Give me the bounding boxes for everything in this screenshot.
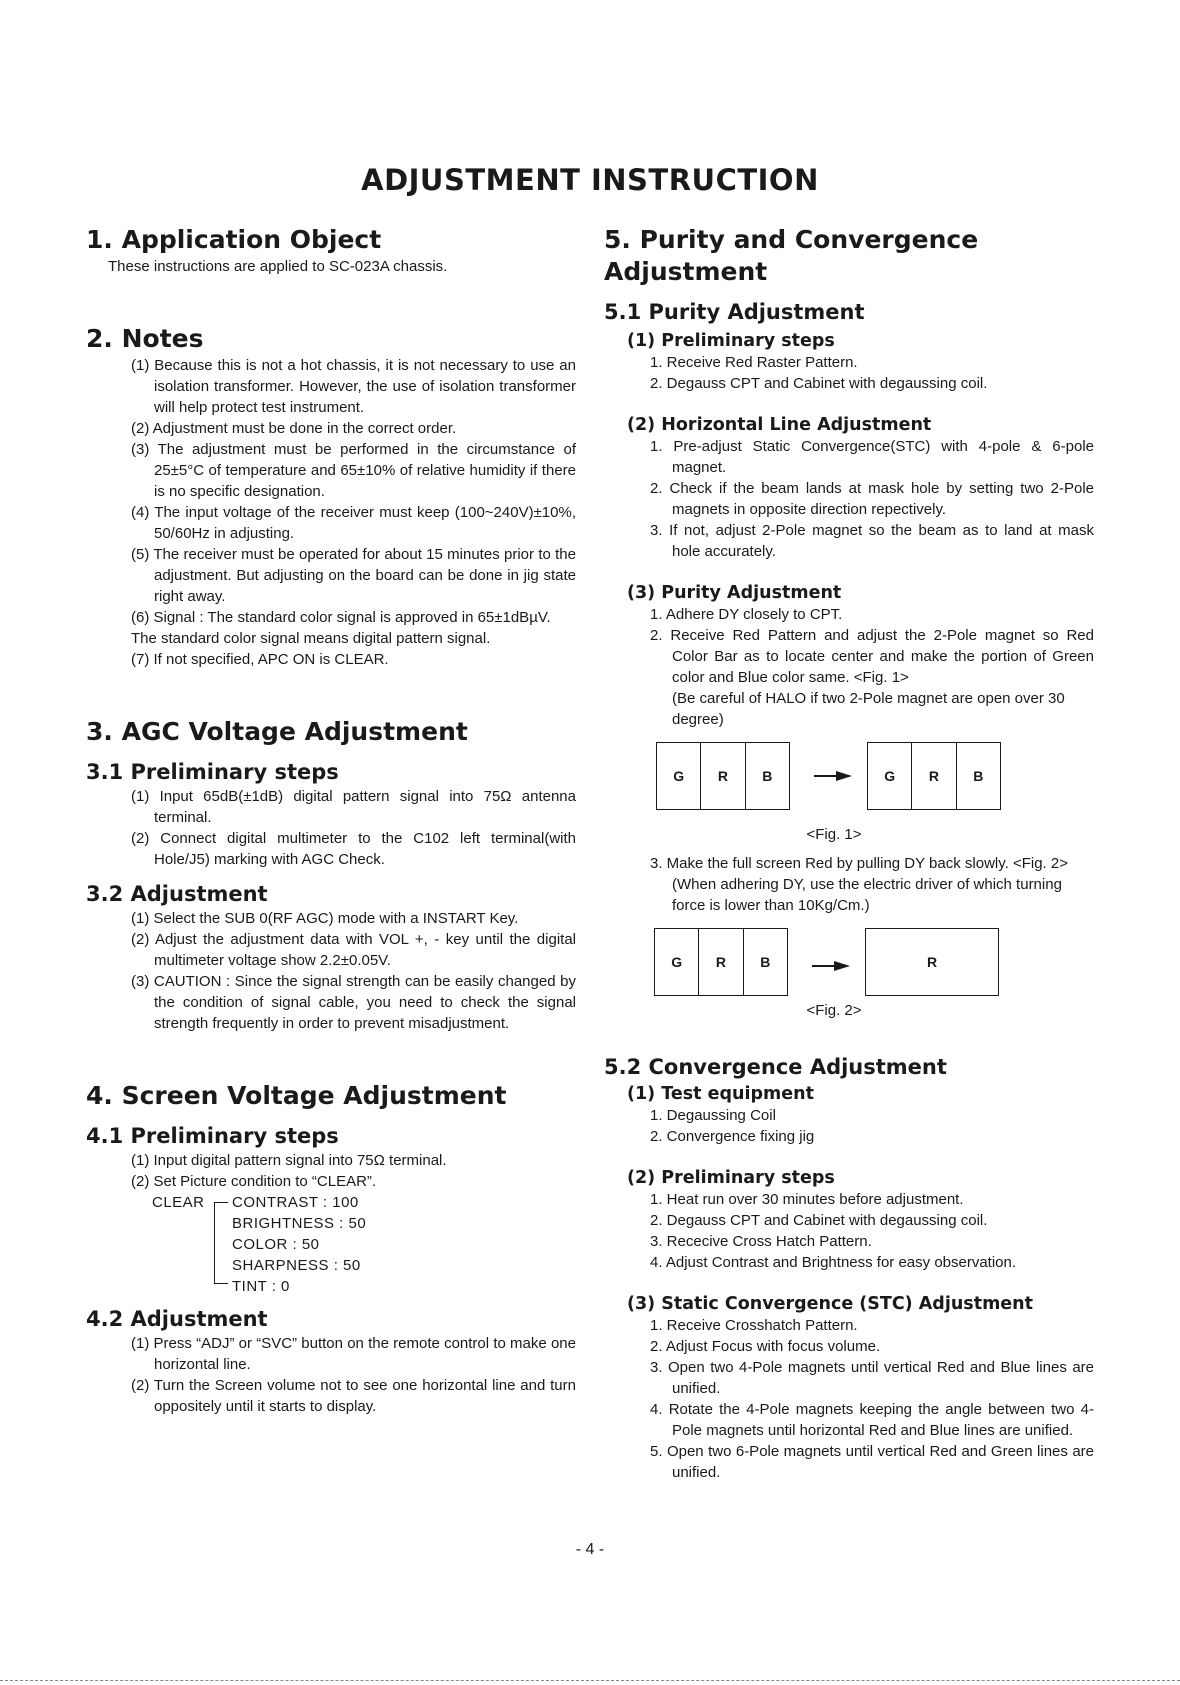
section-4-heading: 4. Screen Voltage Adjustment — [86, 1081, 507, 1110]
agc-prelim-item: (1) Input 65dB(±1dB) digital pattern signal into 75Ω antenna terminal. — [131, 788, 576, 826]
note-item: (6) Signal : The standard color signal is approved in 65±1dBµV. — [131, 609, 551, 626]
convergence-prelim-heading: (2) Preliminary steps — [627, 1168, 835, 1188]
stc-item: 1. Receive Crosshatch Pattern. — [650, 1317, 858, 1334]
fig1-before-box — [656, 742, 790, 810]
test-equipment-item: 2. Convergence fixing jig — [650, 1128, 815, 1145]
section-3-heading: 3. AGC Voltage Adjustment — [86, 717, 468, 746]
convergence-prelim-item: 1. Heat run over 30 minutes before adjustment. — [650, 1191, 964, 1208]
tree-leaf: SHARPNESS : 50 — [232, 1257, 361, 1274]
note-item: (4) The input voltage of the receiver must keep (100~240V)±10%, 50/60Hz in adjusting. — [131, 504, 576, 542]
stc-item: 3. Open two 4-Pole magnets until vertical Red and Blue lines are unified. — [650, 1359, 1094, 1397]
purity-prelim-item: 1. Receive Red Raster Pattern. — [650, 354, 858, 371]
purity-prelim-item: 2. Degauss CPT and Cabinet with degaussing coil. — [650, 375, 988, 392]
section-5-1-heading: 5.1 Purity Adjustment — [604, 300, 865, 324]
section-1-text: These instructions are applied to SC-023A chassis. — [108, 258, 448, 275]
section-5-2-heading: 5.2 Convergence Adjustment — [604, 1055, 947, 1079]
purity-adjust-item: 3. Make the full screen Red by pulling DY back slowly. <Fig. 2> — [650, 855, 1068, 872]
fig2-cell: R — [926, 954, 938, 970]
section-4-2-heading: 4.2 Adjustment — [86, 1307, 268, 1331]
fig1-cell: G — [884, 768, 896, 784]
fig2-cell: G — [671, 954, 683, 970]
section-2-heading: 2. Notes — [86, 324, 204, 353]
horizontal-line-item: 1. Pre-adjust Static Convergence(STC) with 4-pole & 6-pole magnet. — [650, 438, 1094, 476]
note-item: (3) The adjustment must be performed in the circumstance of 25±5°C of temperature and 65±10% of relative humidity if there is no specific designation. — [131, 441, 576, 500]
tree-leaf: CONTRAST : 100 — [232, 1194, 359, 1211]
note-item-continuation: The standard color signal means digital pattern signal. — [131, 630, 491, 647]
fig2-caption: <Fig. 2> — [806, 1002, 862, 1019]
page-number: - 4 - — [575, 1541, 605, 1558]
purity-adjust-item: 2. Receive Red Pattern and adjust the 2-Pole magnet so Red Color Bar as to locate center and make the portion of Green color and Blue color same. <Fig. 1> — [650, 627, 1094, 686]
arrow-right-icon — [814, 768, 852, 784]
convergence-prelim-item: 3. Rececive Cross Hatch Pattern. — [650, 1233, 872, 1250]
fig1-cell: B — [956, 743, 1000, 809]
page-title: ADJUSTMENT INSTRUCTION — [361, 163, 819, 197]
stc-item: 5. Open two 6-Pole magnets until vertical Red and Green lines are unified. — [650, 1443, 1094, 1481]
figure-1 — [604, 742, 1094, 812]
purity-adjust-note: (When adhering DY, use the electric driver of which turning force is lower than 10Kg/Cm.) — [672, 876, 1062, 914]
note-item: (7) If not specified, APC ON is CLEAR. — [131, 651, 389, 668]
arrow-right-icon — [812, 958, 850, 974]
stc-heading: (3) Static Convergence (STC) Adjustment — [627, 1294, 1034, 1314]
section-3-1-heading: 3.1 Preliminary steps — [86, 760, 339, 784]
purity-prelim-heading: (1) Preliminary steps — [627, 331, 835, 351]
screen-adjust-item: (2) Turn the Screen volume not to see one horizontal line and turn oppositely until it starts to display. — [131, 1377, 576, 1415]
purity-adjust-note: (Be careful of HALO if two 2-Pole magnet are open over 30 degree) — [672, 690, 1065, 728]
screen-prelim-item: (1) Input digital pattern signal into 75Ω terminal. — [131, 1152, 447, 1169]
screen-adjust-item: (1) Press “ADJ” or “SVC” button on the remote control to make one horizontal line. — [131, 1335, 576, 1373]
tree-leaf: BRIGHTNESS : 50 — [232, 1215, 367, 1232]
fig1-after-box — [867, 742, 1001, 810]
fig2-cell: R — [698, 929, 742, 995]
note-item: (2) Adjustment must be done in the correct order. — [131, 420, 457, 437]
fig1-caption: <Fig. 1> — [806, 826, 862, 843]
note-item: (1) Because this is not a hot chassis, it is not necessary to use an isolation transformer. However, the use of isolation transformer will help protect test instrument. — [131, 357, 576, 416]
section-4-1-heading: 4.1 Preliminary steps — [86, 1124, 339, 1148]
agc-adjust-item: (2) Adjust the adjustment data with VOL +, - key until the digital multimeter voltage show 2.2±0.05V. — [131, 931, 576, 969]
test-equipment-item: 1. Degaussing Coil — [650, 1107, 776, 1124]
left-column — [86, 224, 576, 1417]
tree-leaf: TINT : 0 — [232, 1278, 290, 1295]
convergence-prelim-item: 2. Degauss CPT and Cabinet with degaussing coil. — [650, 1212, 988, 1229]
fig1-cell: G — [673, 768, 685, 784]
fig1-cell: R — [911, 743, 955, 809]
section-1-heading: 1. Application Object — [86, 225, 382, 254]
horizontal-line-item: 2. Check if the beam lands at mask hole by setting two 2-Pole magnets in opposite direction repectively. — [650, 480, 1094, 518]
stc-item: 2. Adjust Focus with focus volume. — [650, 1338, 881, 1355]
agc-prelim-item: (2) Connect digital multimeter to the C102 left terminal(with Hole/J5) marking with AGC Check. — [131, 830, 576, 868]
fig1-cell: B — [745, 743, 789, 809]
fig2-before-box — [654, 928, 788, 996]
tree-leaf: COLOR : 50 — [232, 1236, 320, 1253]
bottom-divider — [0, 1680, 1180, 1681]
fig2-after-box — [865, 928, 999, 996]
screen-prelim-item: (2) Set Picture condition to “CLEAR”. — [131, 1173, 377, 1190]
figure-2 — [604, 928, 1094, 998]
convergence-prelim-item: 4. Adjust Contrast and Brightness for easy observation. — [650, 1254, 1017, 1271]
tree-root-label: CLEAR — [152, 1194, 205, 1211]
agc-adjust-item: (3) CAUTION : Since the signal strength can be easily changed by the condition of signal cable, you need to check the signal strength frequently in order to prevent misadjustment. — [131, 973, 576, 1032]
fig1-cell: R — [700, 743, 744, 809]
fig2-cell: B — [743, 929, 787, 995]
section-3-2-heading: 3.2 Adjustment — [86, 882, 268, 906]
purity-adjust-heading: (3) Purity Adjustment — [627, 583, 842, 603]
purity-adjust-item: 1. Adhere DY closely to CPT. — [650, 606, 843, 623]
picture-condition-tree — [152, 1192, 576, 1295]
section-5-heading: 5. Purity and Convergence Adjustment — [604, 225, 979, 286]
stc-item: 4. Rotate the 4-Pole magnets keeping the angle between two 4-Pole magnets until horizontal Red and Blue lines are unified. — [650, 1401, 1094, 1439]
agc-adjust-item: (1) Select the SUB 0(RF AGC) mode with a INSTART Key. — [131, 910, 519, 927]
horizontal-line-item: 3. If not, adjust 2-Pole magnet so the beam as to land at mask hole accurately. — [650, 522, 1094, 560]
note-item: (5) The receiver must be operated for about 15 minutes prior to the adjustment. But adjusting on the board can be done in jig state right away. — [131, 546, 576, 605]
test-equipment-heading: (1) Test equipment — [627, 1084, 814, 1104]
horizontal-line-heading: (2) Horizontal Line Adjustment — [627, 415, 932, 435]
right-column — [604, 224, 1094, 1483]
